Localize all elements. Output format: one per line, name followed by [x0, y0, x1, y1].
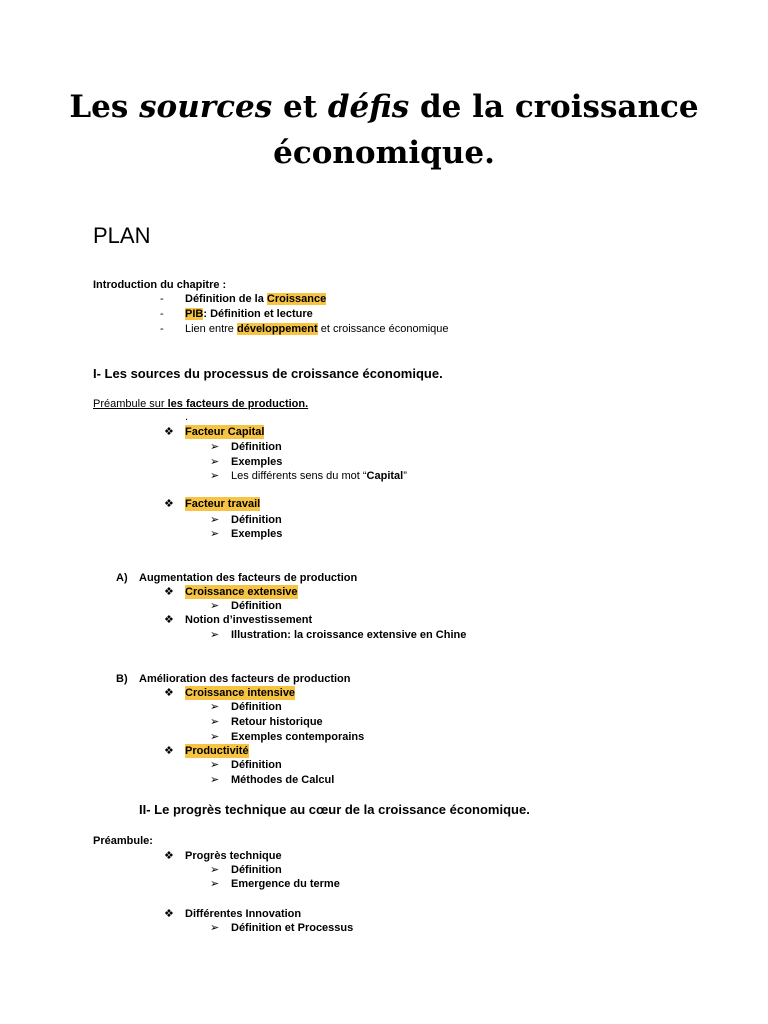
- subsection-title-a: Augmentation des facteurs de production: [139, 572, 358, 584]
- arrow-bullet-icon: ➢: [210, 716, 220, 728]
- arrow-bullet-icon: ➢: [210, 864, 220, 876]
- arrow-bullet-icon: ➢: [210, 528, 220, 540]
- arrow-bullet-icon: ➢: [210, 922, 220, 934]
- diamond-bullet-icon: ❖: [164, 498, 174, 510]
- intro-dash: -: [160, 308, 164, 320]
- diamond-bullet-icon: ❖: [164, 745, 174, 757]
- intro-item-1: Définition de la Croissance: [185, 293, 327, 305]
- arrow-bullet-icon: ➢: [210, 629, 220, 641]
- document-title-line2: économique.: [273, 135, 495, 171]
- arrow-bullet-icon: ➢: [210, 456, 220, 468]
- arrow-bullet-icon: ➢: [210, 878, 220, 890]
- diamond-bullet-icon: ❖: [164, 908, 174, 920]
- diamond-bullet-icon: ❖: [164, 426, 174, 438]
- title-emphasis-defis: défis: [327, 89, 410, 125]
- list-item: Définition: [231, 441, 282, 453]
- highlight: développement: [236, 323, 318, 335]
- preamble-2: Préambule:: [93, 835, 153, 847]
- list-item: Définition: [231, 514, 282, 526]
- arrow-bullet-icon: ➢: [210, 514, 220, 526]
- facteur-travail: Facteur travail: [185, 498, 261, 510]
- croissance-extensive: Croissance extensive: [185, 586, 298, 598]
- diamond-bullet-icon: ❖: [164, 850, 174, 862]
- plan-heading: PLAN: [93, 223, 151, 248]
- section-heading-1: I- Les sources du processus de croissance économique.: [93, 366, 443, 381]
- list-item: Définition: [231, 759, 282, 771]
- facteur-capital: Facteur Capital: [185, 426, 265, 438]
- arrow-bullet-icon: ➢: [210, 470, 220, 482]
- list-item: Emergence du terme: [231, 878, 340, 890]
- diamond-bullet-icon: ❖: [164, 687, 174, 699]
- diamond-bullet-icon: ❖: [164, 614, 174, 626]
- intro-item-3: Lien entre développement et croissance économique: [185, 323, 449, 335]
- subsection-title-b: Amélioration des facteurs de production: [139, 673, 351, 685]
- title-emphasis-sources: sources: [139, 89, 273, 125]
- progres-technique: Progrès technique: [185, 850, 282, 862]
- arrow-bullet-icon: ➢: [210, 759, 220, 771]
- notion-investissement: Notion d’investissement: [185, 614, 313, 626]
- arrow-bullet-icon: ➢: [210, 600, 220, 612]
- differentes-innovation: Différentes Innovation: [185, 908, 302, 920]
- preamble-1: Préambule sur les facteurs de production.: [93, 398, 309, 410]
- highlight: Croissance: [266, 293, 327, 305]
- list-item: Retour historique: [231, 716, 323, 728]
- subsection-label-b: B): [116, 673, 128, 685]
- intro-dash: -: [160, 323, 164, 335]
- subsection-label-a: A): [116, 572, 128, 584]
- intro-dash: -: [160, 293, 164, 305]
- diamond-bullet-icon: ❖: [164, 586, 174, 598]
- list-item: Les différents sens du mot “Capital”: [231, 470, 407, 482]
- list-item: Illustration: la croissance extensive en Chine: [231, 629, 467, 641]
- list-item: Définition: [231, 864, 282, 876]
- stray-dot: .: [185, 411, 189, 423]
- list-item: Définition: [231, 600, 282, 612]
- intro-item-2: PIB: Définition et lecture: [185, 308, 313, 320]
- list-item: Définition et Processus: [231, 922, 354, 934]
- arrow-bullet-icon: ➢: [210, 731, 220, 743]
- list-item: Exemples contemporains: [231, 731, 365, 743]
- arrow-bullet-icon: ➢: [210, 441, 220, 453]
- productivite: Productivité: [185, 745, 249, 757]
- list-item: Exemples: [231, 528, 283, 540]
- arrow-bullet-icon: ➢: [210, 774, 220, 786]
- arrow-bullet-icon: ➢: [210, 701, 220, 713]
- section-heading-2: II- Le progrès technique au cœur de la croissance économique.: [139, 802, 530, 817]
- highlight: PIB: [185, 308, 204, 320]
- list-item: Méthodes de Calcul: [231, 774, 335, 786]
- list-item: Définition: [231, 701, 282, 713]
- croissance-intensive: Croissance intensive: [185, 687, 296, 699]
- document-title: Les sources et défis de la croissance: [69, 89, 699, 125]
- intro-heading: Introduction du chapitre :: [93, 279, 227, 291]
- list-item: Exemples: [231, 456, 283, 468]
